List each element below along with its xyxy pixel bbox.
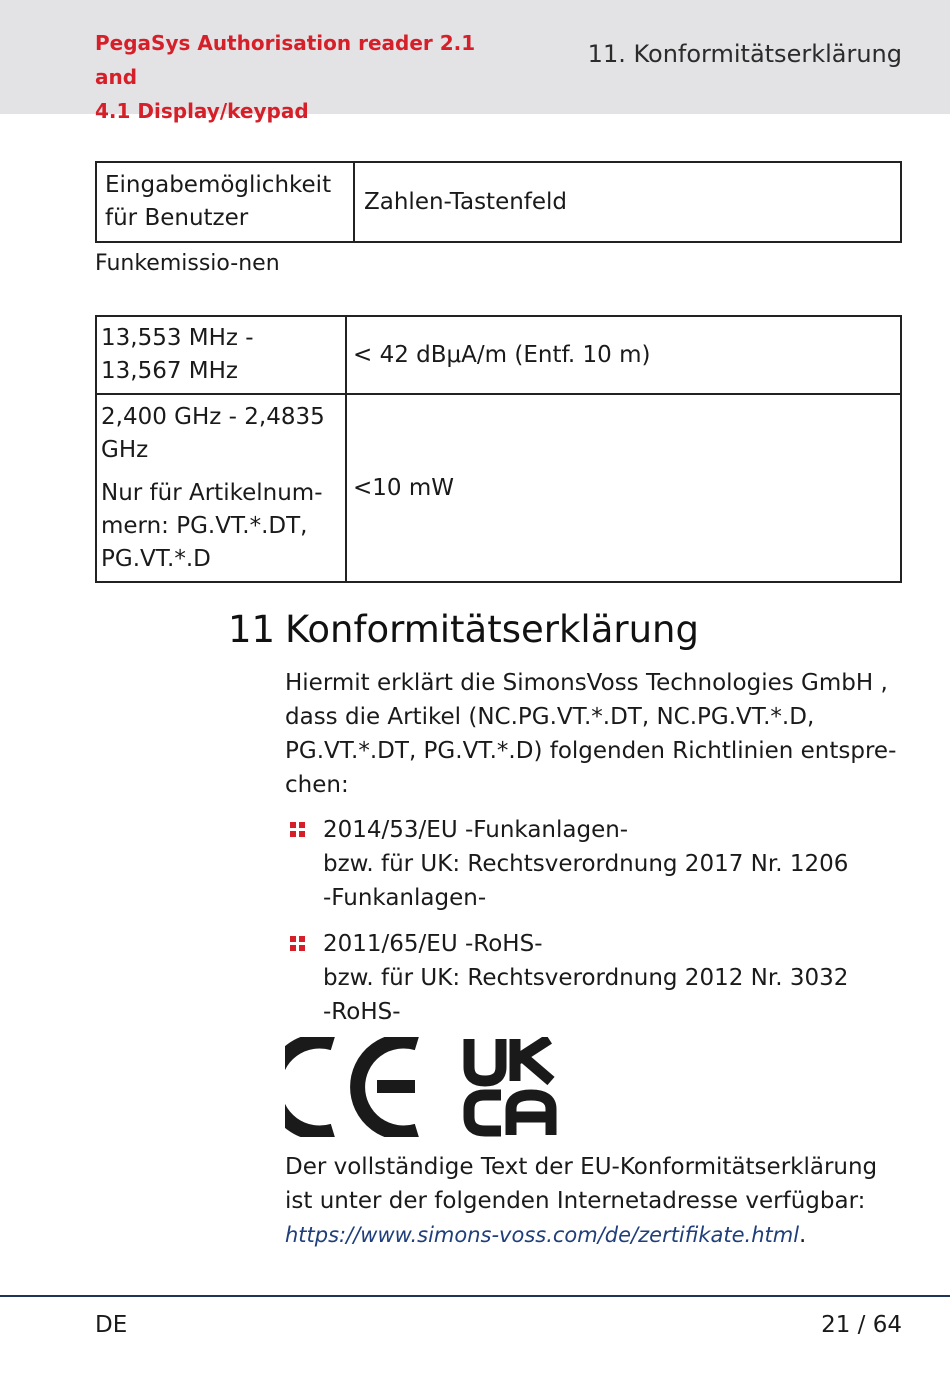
directive-list [285, 813, 905, 1041]
band-note: Nur für Artikelnum-mern: PG.VT.*.DT, PG.VT.*.D [101, 479, 323, 572]
section-number: 11 [228, 608, 276, 651]
table-row [96, 316, 901, 394]
outro-end: . [799, 1222, 807, 1248]
table-cell-value: <10 mW [346, 394, 901, 582]
bullet-icon [290, 936, 306, 952]
list-item [285, 927, 905, 1029]
page-number: 21 / 64 [821, 1312, 902, 1338]
table-cell-band: 13,553 MHz - 13,567 MHz [96, 316, 346, 394]
chapter-title: 11. Konformitätserklärung [587, 40, 902, 68]
list-item [285, 813, 905, 915]
directive-line2: bzw. für UK: Rechtsverordnung 2017 Nr. 1206 [323, 851, 849, 877]
table-cell-band [96, 394, 346, 582]
footer-divider [0, 1295, 950, 1297]
doc-title-line2: 4.1 Display/keypad [95, 99, 309, 123]
table-row [96, 394, 901, 582]
input-table [95, 161, 902, 243]
directive-line3: -Funkanlagen- [323, 885, 487, 911]
table-cell-value: Zahlen-Tastenfeld [354, 162, 901, 242]
directive-line1: 2014/53/EU -Funkanlagen- [323, 817, 629, 843]
band-range: 2,400 GHz - 2,4835 GHz [101, 403, 325, 463]
doc-title [95, 26, 515, 128]
outro-text: Der vollständige Text der EU-Konformitätserklärung ist unter der folgenden Internetadresse verfügbar: [285, 1154, 878, 1214]
footer-language: DE [95, 1312, 128, 1338]
radio-emissions-label: Funkemissio-nen [95, 251, 280, 276]
page-header [0, 0, 950, 123]
table-row [96, 162, 901, 242]
outro-paragraph [285, 1150, 910, 1252]
table-cell-value: < 42 dBμA/m (Entf. 10 m) [346, 316, 901, 394]
ukca-mark-icon [463, 1037, 563, 1137]
section-heading [228, 608, 699, 651]
doc-title-line1: PegaSys Authorisation reader 2.1 and [95, 31, 476, 89]
section-title: Konformitätserklärung [285, 608, 699, 651]
certificates-link[interactable]: https://www.simons-voss.com/de/zertifikate.html [285, 1223, 800, 1247]
directive-line1: 2011/65/EU -RoHS- [323, 931, 543, 957]
radio-table [95, 315, 902, 583]
directive-line3: -RoHS- [323, 999, 401, 1025]
section-intro: Hiermit erklärt die SimonsVoss Technologies GmbH , dass die Artikel (NC.PG.VT.*.DT, NC.PG.VT.*.D, PG.VT.*.DT, PG.VT.*.D) folgenden Richtlinien entspre-chen: [285, 670, 897, 798]
bullet-icon [290, 822, 306, 838]
table-cell-label: Eingabemöglichkeit für Benutzer [96, 162, 354, 242]
directive-line2: bzw. für UK: Rechtsverordnung 2012 Nr. 3032 [323, 965, 849, 991]
conformity-marks [285, 1037, 565, 1137]
